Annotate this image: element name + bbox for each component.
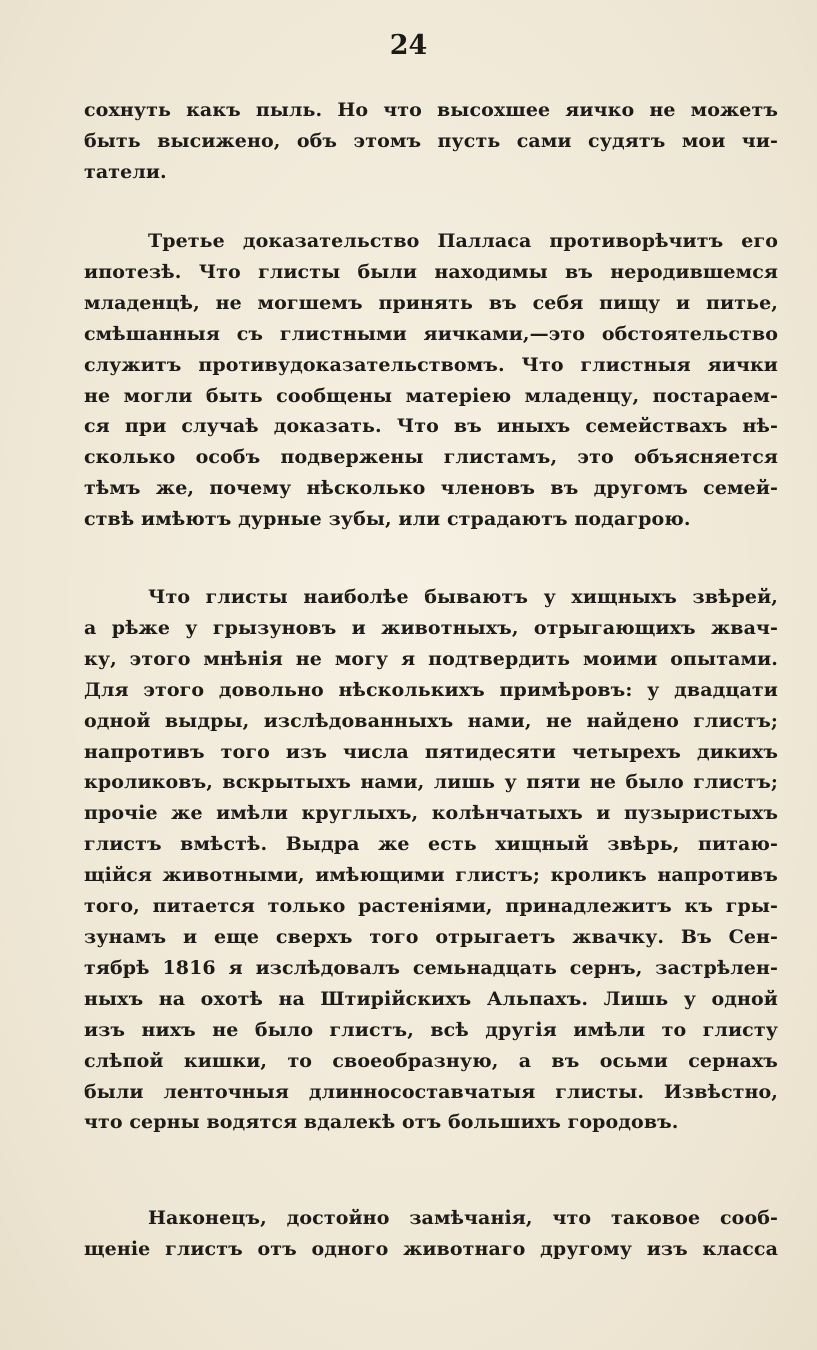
text-line: Что глисты наиболѣе бываютъ у хищныхъ звѣрей, bbox=[148, 586, 778, 608]
text-line: ся при случаѣ доказать. Что въ иныхъ семействахъ нѣ- bbox=[84, 415, 778, 438]
text-line: были ленточныя длинносоставчатыя глисты. Извѣстно, bbox=[84, 1080, 778, 1103]
text-line: младенцѣ, не могшемъ принять въ себя пищу и питье, bbox=[84, 291, 778, 314]
text-line: изъ нихъ не было глистъ, всѣ другiя имѣли то глисту bbox=[84, 1018, 778, 1041]
text-line: щiйся животными, имѣющими глистъ; кроликъ напротивъ bbox=[84, 864, 778, 887]
text-line: что серны водятся вдалекѣ отъ большихъ городовъ. bbox=[84, 1111, 679, 1134]
text-line: сколько особъ подвержены глистамъ, это объясняется bbox=[84, 446, 778, 469]
text-line: смѣшанныя съ глистными яичками,—это обстоятельство bbox=[84, 322, 778, 345]
text-line: а рѣже у грызуновъ и животныхъ, отрыгающихъ жвач- bbox=[84, 616, 778, 639]
text-line: быть высижено, объ этомъ пусть сами судятъ мои чи- bbox=[84, 129, 778, 152]
paragraph-4 bbox=[84, 1203, 778, 1265]
paragraph-1 bbox=[84, 95, 778, 188]
text-line: ку, этого мнѣнiя не могу я подтвердить моими опытами. bbox=[84, 647, 778, 670]
text-line: прочiе же имѣли круглыхъ, колѣнчатыхъ и пузыристыхъ bbox=[84, 802, 778, 825]
text-line: тѣмъ же, почему нѣсколько членовъ въ другомъ семей- bbox=[84, 477, 778, 500]
page-number: 24 bbox=[389, 30, 428, 61]
text-line: Наконецъ, достойно замѣчанiя, что таковое сооб- bbox=[148, 1207, 778, 1229]
text-line: кроликовъ, вскрытыхъ нами, лишь у пяти не было глистъ; bbox=[84, 771, 778, 794]
text-line: ствѣ имѣютъ дурные зубы, или страдаютъ подагрою. bbox=[84, 508, 691, 531]
text-line: ипотезѣ. Что глисты были находимы въ неродившемся bbox=[84, 260, 778, 283]
text-line: того, питается только растенiями, принадлежитъ къ гры- bbox=[84, 895, 778, 918]
paragraph-3 bbox=[84, 582, 778, 1138]
text-line: глистъ вмѣстѣ. Выдра же есть хищный звѣрь, питаю- bbox=[84, 833, 778, 856]
text-line: тябрѣ 1816 я изслѣдовалъ семьнадцать сернъ, застрѣлен- bbox=[84, 956, 778, 979]
text-line: Третье доказательство Палласа противорѣчитъ его bbox=[148, 230, 778, 252]
text-line: татели. bbox=[84, 160, 167, 183]
text-line: сохнуть какъ пыль. Но что высохшее яичко не можетъ bbox=[84, 99, 778, 121]
text-line: служитъ противудоказательствомъ. Что глистныя яички bbox=[84, 353, 778, 376]
text-line: напротивъ того изъ числа пятидесяти четырехъ дикихъ bbox=[84, 740, 778, 763]
text-line: зунамъ и еще сверхъ того отрыгаетъ жвачку. Въ Сен- bbox=[84, 925, 778, 948]
text-line: одной выдры, изслѣдованныхъ нами, не найдено глистъ; bbox=[84, 709, 778, 732]
text-line: слѣпой кишки, то своеобразную, а въ осьми сернахъ bbox=[84, 1049, 778, 1072]
text-line: щенiе глистъ отъ одного животнаго другому изъ класса bbox=[84, 1237, 778, 1260]
text-line: не могли быть сообщены матерiею младенцу, постараем- bbox=[84, 384, 778, 407]
text-line: Для этого довольно нѣсколькихъ примѣровъ: у двадцати bbox=[84, 678, 778, 701]
text-line: ныхъ на охотѣ на Штирiйскихъ Альпахъ. Лишь у одной bbox=[84, 987, 778, 1010]
paragraph-2 bbox=[84, 226, 778, 535]
